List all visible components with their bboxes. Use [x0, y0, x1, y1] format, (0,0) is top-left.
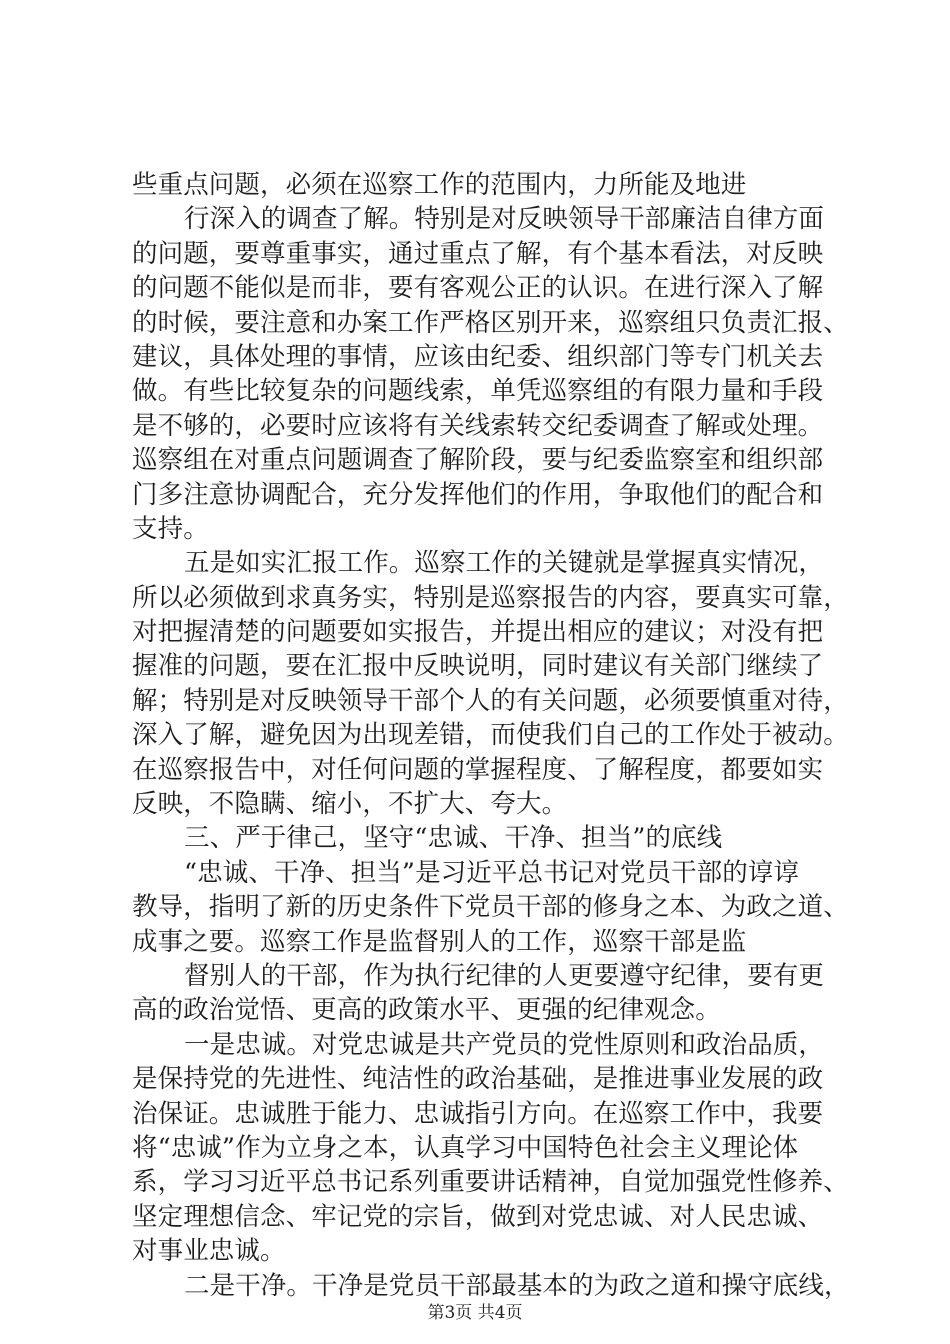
text-line: 系，学习习近平总书记系列重要讲话精神，自觉加强党性修养、: [132, 1167, 849, 1198]
text-line: 是不够的，必要时应该将有关线索转交纪委调查了解或处理。: [132, 410, 824, 441]
text-line: 将“忠诚”作为立身之本，认真学习中国特色社会主义理论体: [132, 1132, 799, 1163]
text-line: 深入了解，避免因为出现差错，而使我们自己的工作处于被动。: [132, 720, 849, 751]
text-line: 的时候，要注意和办案工作严格区别开来，巡察组只负责汇报、: [132, 307, 849, 338]
text-line: 教导，指明了新的历史条件下党员干部的修身之本、为政之道、: [132, 892, 849, 923]
text-line: 对把握清楚的问题要如实报告，并提出相应的建议；对没有把: [132, 617, 824, 648]
text-line: 三、严于律己，坚守“忠诚、干净、担当”的底线: [184, 823, 723, 854]
text-line: 在巡察报告中，对任何问题的掌握程度、了解程度，都要如实: [132, 754, 824, 785]
text-line: 二是干净。干净是党员干部最基本的为政之道和操守底线，: [184, 1270, 850, 1301]
text-line: 成事之要。巡察工作是监督别人的工作，巡察干部是监: [132, 926, 747, 957]
text-line: 门多注意协调配合，充分发挥他们的作用，争取他们的配合和: [132, 479, 824, 510]
text-line: 的问题不能似是而非，要有客观公正的认识。在进行深入了解: [132, 273, 824, 304]
text-line: 解；特别是对反映领导干部个人的有关问题，必须要慎重对待，: [132, 685, 849, 716]
text-line: 建议，具体处理的事情，应该由纪委、组织部门等专门机关去: [132, 341, 824, 372]
text-line: 所以必须做到求真务实，特别是巡察报告的内容，要真实可靠，: [132, 582, 849, 613]
text-line: 一是忠诚。对党忠诚是共产党员的党性原则和政治品质，: [184, 1029, 825, 1060]
text-line: 治保证。忠诚胜于能力、忠诚指引方向。在巡察工作中，我要: [132, 1098, 824, 1129]
text-line: 做。有些比较复杂的问题线索，单凭巡察组的有限力量和手段: [132, 376, 824, 407]
text-line: 反映，不隐瞒、缩小，不扩大、夸大。: [132, 789, 568, 820]
text-line: 五是如实汇报工作。巡察工作的关键就是掌握真实情况，: [184, 548, 825, 579]
text-line: 高的政治觉悟、更高的政策水平、更强的纪律观念。: [132, 995, 721, 1026]
page-footer: 第3页 共4页: [427, 1303, 523, 1323]
text-line: “忠诚、干净、担当”是习近平总书记对党员干部的谆谆: [184, 857, 800, 888]
text-line: 对事业忠诚。: [132, 1236, 286, 1267]
text-line: 督别人的干部，作为执行纪律的人更要遵守纪律，要有更: [184, 960, 825, 991]
text-line: 是保持党的先进性、纯洁性的政治基础，是推进事业发展的政: [132, 1064, 824, 1095]
text-line: 握准的问题，要在汇报中反映说明，同时建议有关部门继续了: [132, 651, 824, 682]
text-line: 些重点问题，必须在巡察工作的范围内，力所能及地进: [132, 170, 747, 200]
body-text: [132, 168, 852, 1303]
text-line: 支持。: [132, 513, 209, 544]
text-line: 坚定理想信念、牢记党的宗旨，做到对党忠诚、对人民忠诚、: [132, 1201, 824, 1232]
text-line: 行深入的调查了解。特别是对反映领导干部廉洁自律方面: [184, 204, 825, 235]
text-line: 巡察组在对重点问题调查了解阶段，要与纪委监察室和组织部: [132, 445, 824, 476]
text-line: 的问题，要尊重事实，通过重点了解，有个基本看法，对反映: [132, 238, 824, 269]
